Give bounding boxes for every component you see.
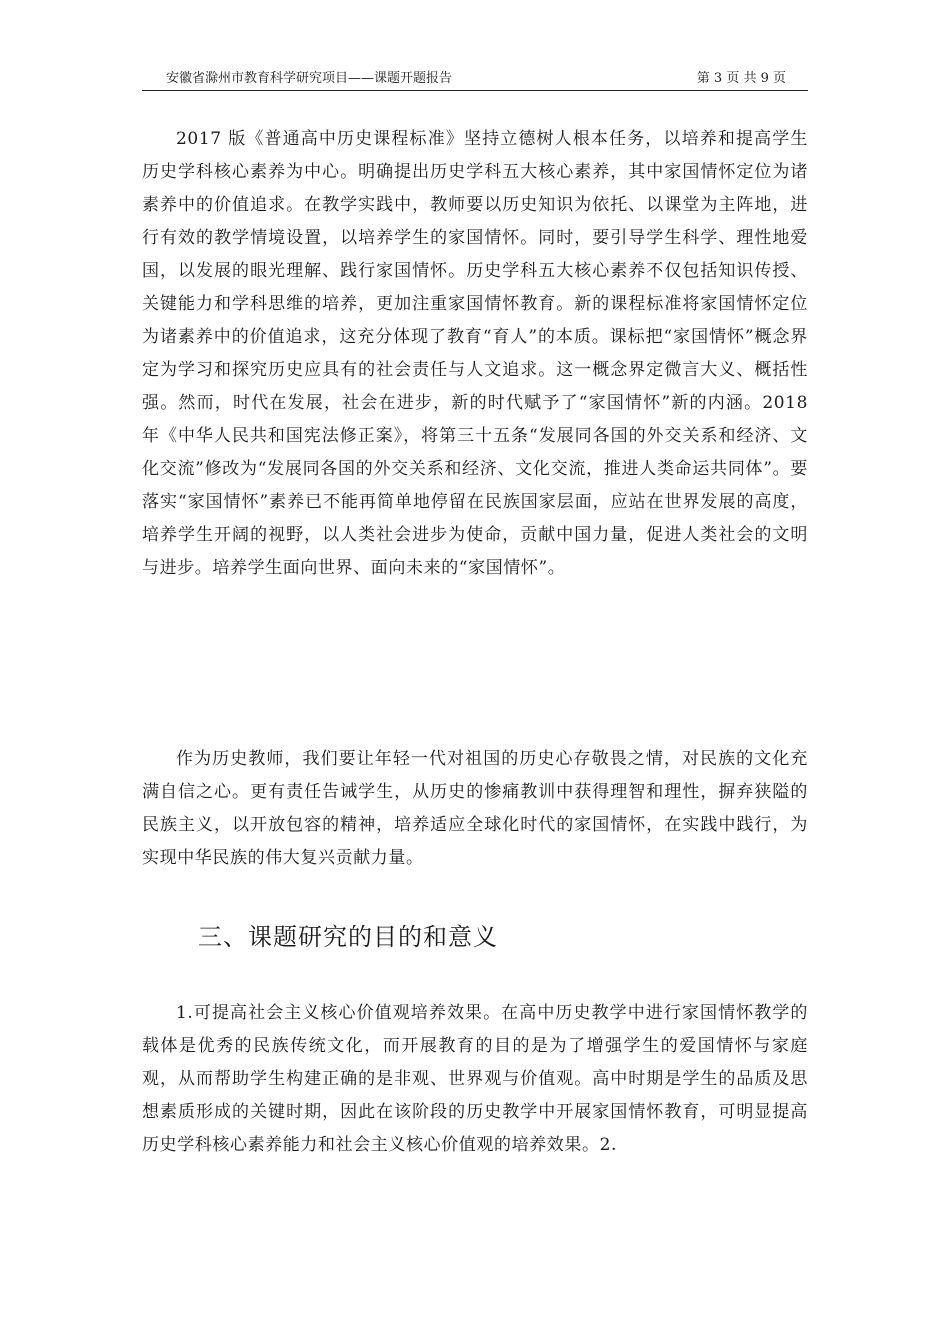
section-heading: 三、课题研究的目的和意义: [198, 923, 498, 951]
section-paragraph-1: 1.可提高社会主义核心价值观培养效果。在高中历史教学中进行家国情怀教学的载体是优秀的民族传统文化，而开展教育的目的是为了增强学生的爱国情怀与家庭观，从而帮助学生构建正确的是非观、世界观与价值观。高中时期是学生的品质及思想素质形成的关键时期，因此在该阶段的历史教学中开展家国情怀教育，可明显提高历史学科核心素养能力和社会主义核心价值观的培养效果。2.: [142, 1003, 808, 1155]
header-title: 安徽省滁州市教育科学研究项目——课题开题报告: [166, 71, 453, 86]
body-paragraph-1: 2017 版《普通高中历史课程标准》坚持立德树人根本任务，以培养和提高学生历史学科核心素养为中心。明确提出历史学科五大核心素养，其中家国情怀定位为诸素养中的价值追求。在教学实践中，教师要以历史知识为依托、以课堂为主阵地，进行有效的教学情境设置，以培养学生的家国情怀。同时，要引导学生科学、理性地爱国，以发展的眼光理解、践行家国情怀。历史学科五大核心素养不仅包括知识传授、关键能力和学科思维的培养，更加注重家国情怀教育。新的课程标准将家国情怀定位为诸素养中的价值追求，这充分体现了教育“育人”的本质。课标把“家国情怀”概念界定为学习和探究历史应具有的社会责任与人文追求。这一概念界定微言大义、概括性强。然而，时代在发展，社会在进步，新的时代赋予了“家国情怀”新的内涵。2018 年《中华人民共和国宪法修正案》，将第三十五条“发展同各国的外交关系和经济、文化交流”修改为“发展同各国的外交关系和经济、文化交流，推进人类命运共同体”。要落实“家国情怀”素养已不能再简单地停留在民族国家层面，应站在世界发展的高度，培养学生开阔的视野，以人类社会进步为使命，贡献中国力量，促进人类社会的文明与进步。培养学生面向世界、面向未来的“家国情怀”。: [142, 129, 808, 578]
page-header: [142, 70, 808, 91]
body-paragraph-2: 作为历史教师，我们要让年轻一代对祖国的历史心存敬畏之情，对民族的文化充满自信之心。更有责任告诫学生，从历史的惨痛教训中获得理智和理性，摒弃狭隘的民族主义，以开放包容的精神，培养适应全球化时代的家国情怀，在实践中践行，为实现中华民族的伟大复兴贡献力量。: [142, 749, 808, 868]
page-indicator: 第 3 页 共 9 页: [696, 71, 786, 86]
